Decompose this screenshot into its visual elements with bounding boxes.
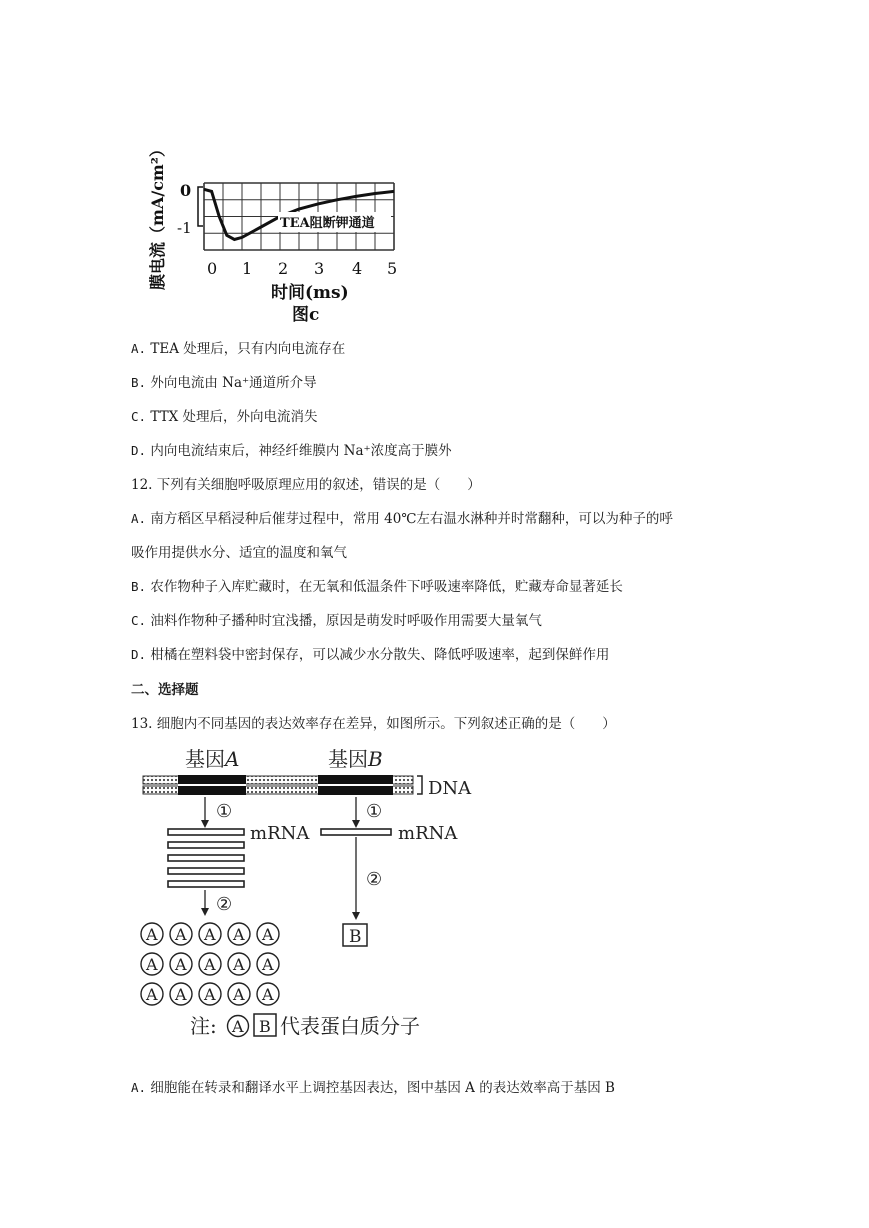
x-tick-label-4: 4 <box>352 259 363 278</box>
option-letter: A. <box>131 1080 147 1095</box>
chart-annotation: TEA阻断钾通道 <box>280 216 375 231</box>
protein-a-label: A <box>175 985 187 1004</box>
dna-label: DNA <box>428 778 472 799</box>
option-letter: C. <box>131 613 147 628</box>
option-text: 农作物种子入库贮藏时，在无氧和低温条件下呼吸速率降低，贮藏寿命显著延长 <box>150 579 623 595</box>
protein-a-label: A <box>233 955 245 974</box>
option-text: 油料作物种子播种时宜浅播，原因是萌发时呼吸作用需要大量氧气 <box>150 613 542 629</box>
arrow-translation-a <box>201 890 209 916</box>
mrna-a-label: mRNA <box>250 823 310 844</box>
dna-strand <box>143 775 413 795</box>
q13-stem: 13. 细胞内不同基因的表达效率存在差异，如图所示。下列叙述正确的是（ ） <box>131 716 616 732</box>
q11-option-b <box>131 374 317 392</box>
option-text: TTX 处理后，外向电流消失 <box>150 409 318 425</box>
q11-option-a <box>131 340 345 358</box>
x-tick-label-2: 2 <box>278 259 289 278</box>
gene-expression-diagram <box>138 742 483 1042</box>
y-axis-label: 膜电流（mA/cm²） <box>148 141 167 290</box>
gene-b-label: 基因B <box>328 747 383 771</box>
q12-option-b <box>131 578 623 596</box>
q12-option-c <box>131 612 542 630</box>
mrna-b-label: mRNA <box>398 823 458 844</box>
option-letter: A. <box>131 341 147 356</box>
protein-a-label: A <box>233 985 245 1004</box>
option-text: 细胞能在转录和翻译水平上调控基因表达，图中基因 A 的表达效率高于基因 B <box>150 1080 615 1096</box>
step2-label-a: ② <box>216 894 233 915</box>
option-text: 南方稻区早稻浸种后催芽过程中，常用 40℃左右温水淋种并时常翻种，可以为种子的呼 <box>150 511 673 527</box>
chart-caption: 图c <box>292 305 320 325</box>
note-suffix: 代表蛋白质分子 <box>280 1014 420 1038</box>
y-tick-label-1: -1 <box>177 219 192 237</box>
option-text: 柑橘在塑料袋中密封保存，可以减少水分散失、降低呼吸速率，起到保鲜作用 <box>150 647 610 663</box>
option-letter: D. <box>131 647 147 662</box>
step2-label-b: ② <box>366 869 383 890</box>
q13-option-a <box>131 1079 615 1097</box>
step1-label-b: ① <box>366 801 383 822</box>
option-text: 外向电流由 Na⁺通道所介导 <box>150 375 317 391</box>
option-text: TEA 处理后，只有内向电流存在 <box>150 341 346 357</box>
q11-option-d <box>131 442 452 460</box>
protein-a-label: A <box>146 985 158 1004</box>
note-protein-b-label: B <box>259 1017 271 1036</box>
step1-label-a: ① <box>216 801 233 822</box>
q11-option-c <box>131 408 318 426</box>
arrow-transcription-b <box>352 797 360 828</box>
option-letter: D. <box>131 443 147 458</box>
note-prefix: 注: <box>190 1014 217 1038</box>
mrna-stack-a <box>168 829 244 887</box>
mrna-b <box>321 829 391 835</box>
protein-a-label: A <box>262 955 274 974</box>
option-letter: B. <box>131 579 147 594</box>
q12-option-d <box>131 646 609 664</box>
arrow-transcription-a <box>201 797 209 828</box>
q12-stem: 12. 下列有关细胞呼吸原理应用的叙述，错误的是（ ） <box>131 477 481 493</box>
note-protein-a-label: A <box>232 1017 244 1036</box>
arrow-translation-b <box>352 837 360 920</box>
x-tick-label-0: 0 <box>207 259 218 278</box>
y-tick-label-0: 0 <box>180 181 192 200</box>
protein-a-label: A <box>233 925 245 944</box>
x-tick-label-1: 1 <box>242 259 253 278</box>
gene-a-label: 基因A <box>185 747 240 771</box>
protein-a-label: A <box>262 985 274 1004</box>
x-tick-label-3: 3 <box>314 259 325 278</box>
q12-option-a-continued: 吸作用提供水分、适宜的温度和氧气 <box>131 545 347 561</box>
protein-a-label: A <box>146 955 158 974</box>
protein-b-label: B <box>349 927 362 947</box>
protein-a-label: A <box>204 985 216 1004</box>
protein-a-label: A <box>175 925 187 944</box>
section-title: 二、选择题 <box>131 682 199 698</box>
protein-a-grid <box>141 923 279 1005</box>
protein-a-label: A <box>146 925 158 944</box>
membrane-current-chart <box>130 120 420 335</box>
option-text: 内向电流结束后，神经纤维膜内 Na⁺浓度高于膜外 <box>150 443 452 459</box>
option-letter: A. <box>131 511 147 526</box>
protein-a-label: A <box>204 955 216 974</box>
x-axis-label: 时间(ms) <box>271 283 349 303</box>
q12-option-a <box>131 510 673 528</box>
option-letter: C. <box>131 409 147 424</box>
option-letter: B. <box>131 375 147 390</box>
y-bracket <box>198 187 203 226</box>
protein-a-label: A <box>262 925 274 944</box>
protein-a-label: A <box>204 925 216 944</box>
x-tick-label-5: 5 <box>387 259 398 278</box>
dna-bracket <box>417 776 422 794</box>
protein-a-label: A <box>175 955 187 974</box>
